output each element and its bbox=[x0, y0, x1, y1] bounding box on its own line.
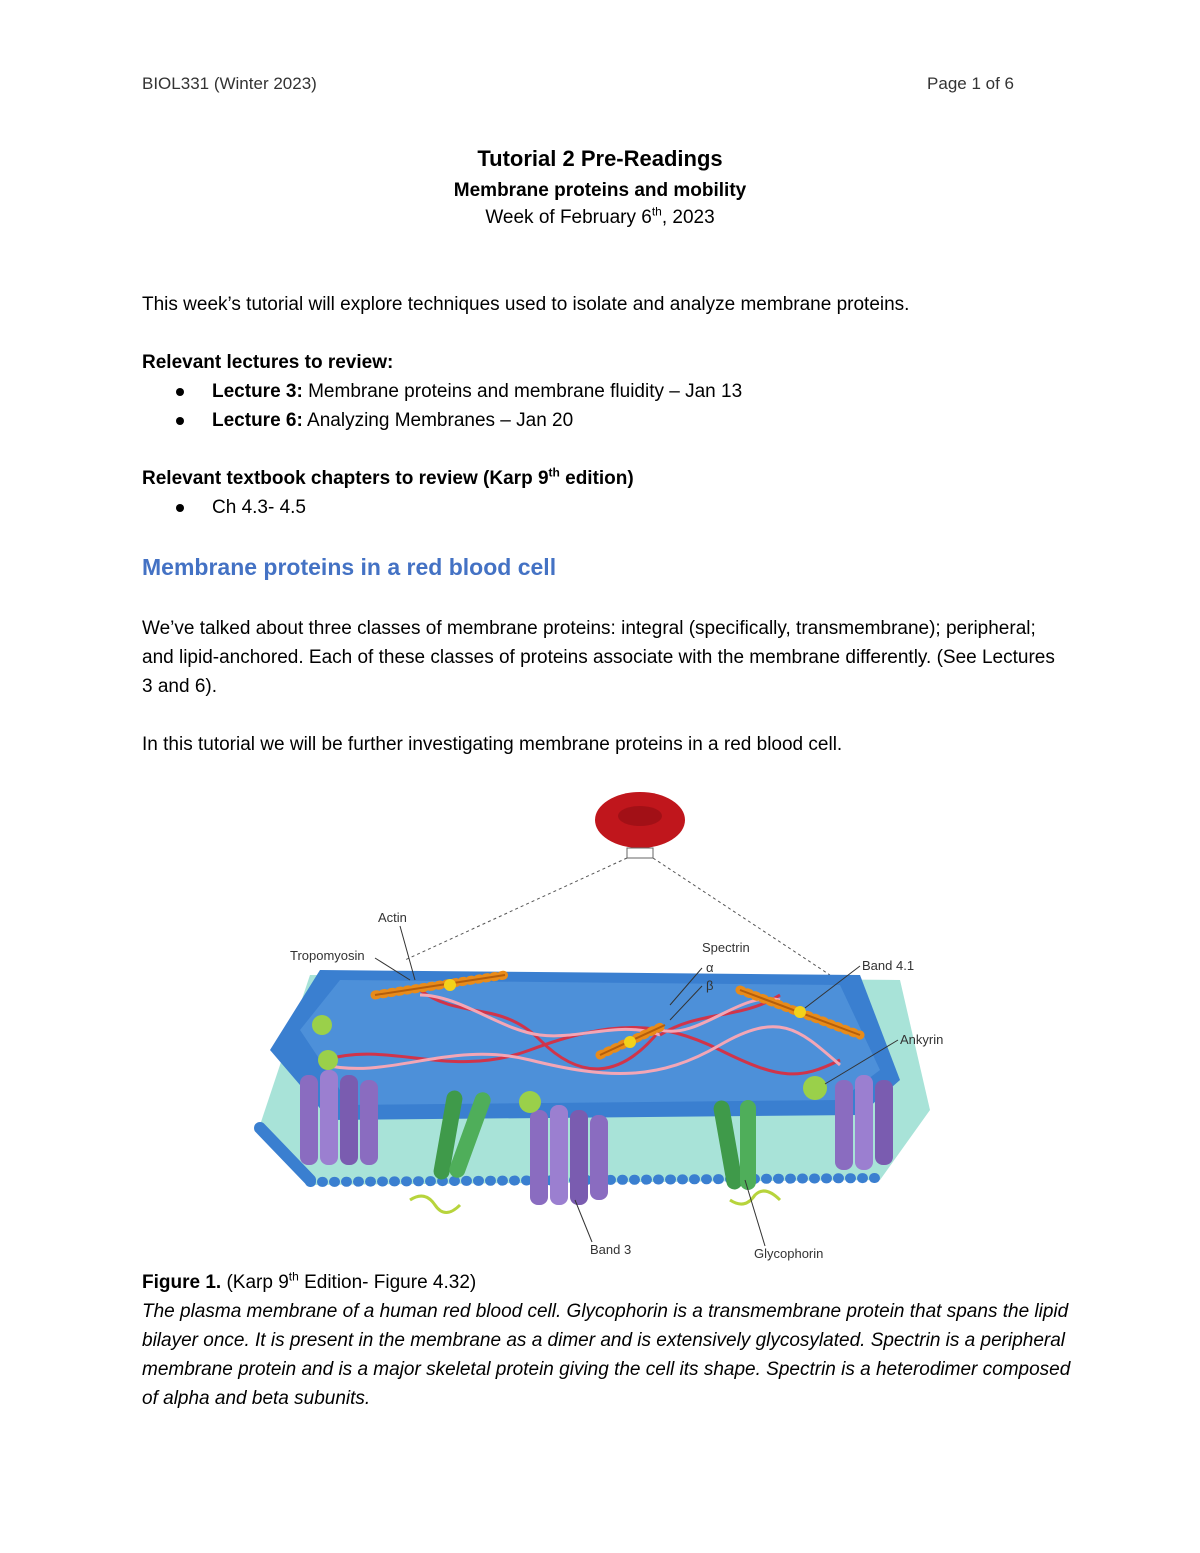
ankyrin-protein bbox=[519, 1091, 541, 1113]
rbc-membrane-figure bbox=[240, 780, 960, 1270]
label-spectrin-beta: β bbox=[706, 978, 714, 993]
document-page: BIOL331 (Winter 2023) Page 1 of 6 Tutorial 2 Pre-Readings Membrane proteins and mobility Week of February 6th, 2023 This week’s tutorial will explore techniques used to isolate and analyze membrane proteins. Relevant lectures to review: Lecture 3: Membrane proteins and membrane fluidity – Jan 13 Lecture 6: Analyzing Membranes – Jan 20 Relevant textbook chapters to review (Karp 9th edition) Ch 4.3- 4.5 Membrane proteins in a red blood cell We’ve talked about three classes of membrane proteins: integral (specifically, transmembrane); peripheral; and lipid-anchored. Each of these classes of proteins associate with the membrane differently. (See Lectures 3 and 6). In this tutorial we will be further investigating membrane proteins in a red blood cell. Actin Tropomyosin Spectrin α β Band 4.1 Ankyrin Band 3 Glycophorin Figure 1. (Karp 9th Edition- Figure 4.32) The plasma membrane of a human red blood cell. Glycophorin is a transmembrane protein that spans the lipid bilayer once. It is present in the membrane as a dimer and is extensively glycosylated. Spectrin is a peripheral membrane protein and is a major skeletal protein giving the cell its shape. Spectrin is a heterodimer composed of alpha and beta subunits. bbox=[0, 0, 1200, 1553]
lectures-heading: Relevant lectures to review: bbox=[142, 352, 394, 373]
ankyrin-protein bbox=[312, 1015, 332, 1035]
bullet-icon bbox=[176, 417, 184, 425]
band41-protein bbox=[624, 1036, 636, 1048]
label-actin: Actin bbox=[378, 910, 407, 925]
paragraph-investigation: In this tutorial we will be further investigating membrane proteins in a red blood cell. bbox=[142, 734, 843, 755]
header-course: BIOL331 (Winter 2023) bbox=[142, 74, 317, 93]
paragraph-classes: We’ve talked about three classes of membrane proteins: integral (specifically, transmembrane); peripheral; and lipid-anchored. Each of these classes of proteins associate with the membrane differently. (See Lectures 3 and 6). bbox=[142, 618, 1055, 697]
band41-protein bbox=[444, 979, 456, 991]
zoom-line bbox=[653, 858, 830, 975]
figure-caption bbox=[142, 1268, 1072, 1413]
label-band3: Band 3 bbox=[590, 1242, 632, 1257]
label-tropomyosin: Tropomyosin bbox=[290, 948, 365, 963]
document-subtitle: Membrane proteins and mobility bbox=[453, 180, 747, 201]
header-page-number: Page 1 of 6 bbox=[927, 74, 1014, 93]
bullet-icon bbox=[176, 388, 184, 396]
label-spectrin-alpha: α bbox=[706, 960, 714, 975]
caption-source: Figure 1. (Karp 9th Edition- Figure 4.32) bbox=[142, 1269, 477, 1293]
label-band41: Band 4.1 bbox=[862, 958, 915, 973]
section-heading: Membrane proteins in a red blood cell bbox=[142, 554, 557, 580]
intro-paragraph: This week’s tutorial will explore techniques used to isolate and analyze membrane proteins. bbox=[142, 294, 910, 315]
document-title: Tutorial 2 Pre-Readings bbox=[477, 146, 723, 171]
bullet-icon bbox=[176, 504, 184, 512]
label-glycophorin: Glycophorin bbox=[754, 1246, 824, 1261]
textbook-heading: Relevant textbook chapters to review (Karp 9th edition) bbox=[142, 465, 634, 489]
band3-protein bbox=[835, 1075, 893, 1170]
band41-protein bbox=[794, 1006, 806, 1018]
week-date: Week of February 6th, 2023 bbox=[485, 204, 715, 228]
label-ankyrin: Ankyrin bbox=[900, 1032, 944, 1047]
ankyrin-protein bbox=[318, 1050, 338, 1070]
caption-text: The plasma membrane of a human red blood cell. Glycophorin is a transmembrane protein that spans the lipid bilayer once. It is present in the membrane as a dimer and is extensively glycosylated. Spectrin is a peripheral membrane protein and is a major skeletal protein giving the cell its shape. Spectrin is a heterodimer composed of alpha and beta subunits. bbox=[142, 1301, 1071, 1409]
zoom-line bbox=[405, 858, 627, 960]
ankyrin-protein bbox=[803, 1076, 827, 1100]
label-spectrin: Spectrin bbox=[702, 940, 750, 955]
